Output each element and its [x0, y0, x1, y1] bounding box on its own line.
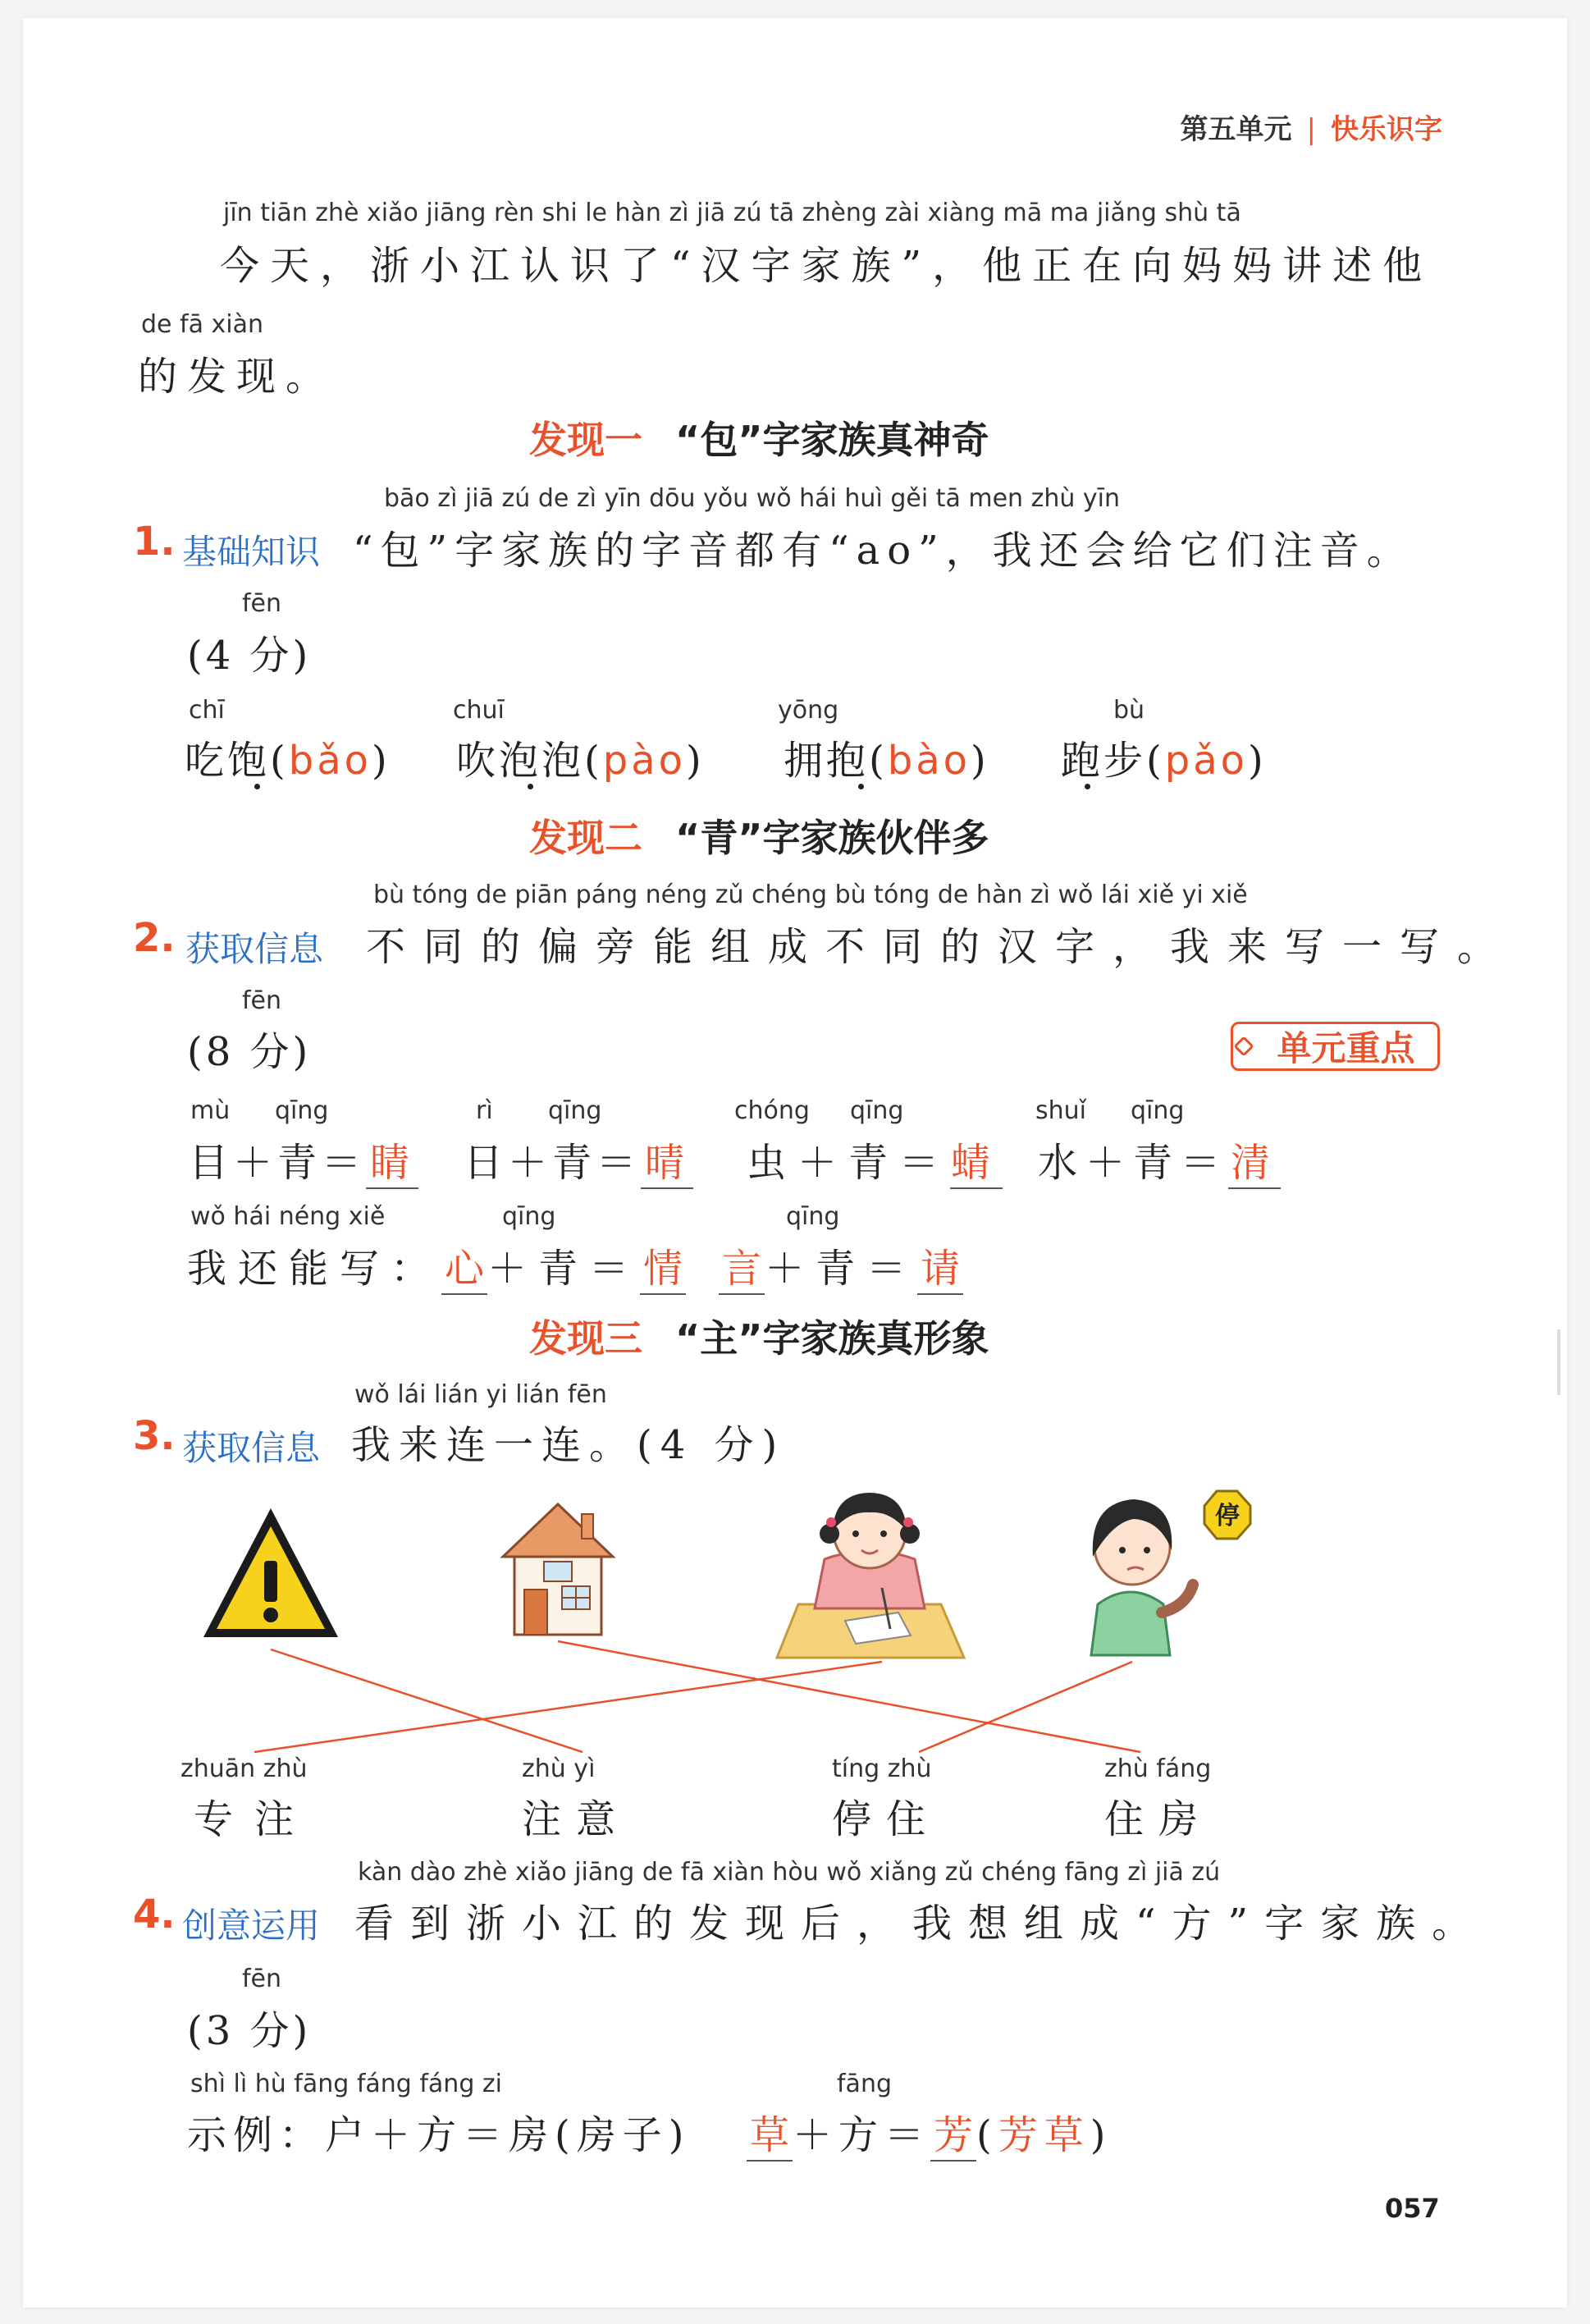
eq1-a: 目: [189, 1140, 234, 1186]
q1-item-2-word: 吹泡泡: [456, 738, 585, 784]
extra-label: 我还能写：: [187, 1246, 442, 1292]
q1-item-1: 吃饱(bǎo): [185, 738, 391, 784]
extra1-pinyin-b: qīng: [502, 1202, 556, 1231]
intro-text-2: 的发现。: [138, 354, 336, 400]
q4-pinyin: kàn dào zhè xiǎo jiāng de fā xiàn hòu wǒ xiǎng zǔ chéng fāng zì jiā zú: [358, 1858, 1221, 1887]
unit-label: 第五单元: [1180, 113, 1292, 146]
q3-word-1-pinyin: zhuān zhù: [180, 1754, 308, 1783]
q3-pinyin: wǒ lái lián yi lián fēn: [354, 1380, 607, 1409]
q1-item-3-word: 拥抱: [784, 738, 870, 784]
eq1-b: 青: [277, 1140, 322, 1186]
q1-item-4-pinyin: bù: [1113, 696, 1145, 725]
eq2: 日＋青＝ 晴: [464, 1131, 693, 1189]
q1-item-2: 吹泡泡(pào): [456, 738, 705, 784]
extra1-b: 青: [538, 1246, 590, 1292]
eq1-answer[interactable]: 睛: [366, 1131, 418, 1189]
eq4-answer[interactable]: 清: [1228, 1131, 1281, 1189]
q1-item-1-pinyin: chī: [189, 696, 225, 725]
q1-number: 1.: [133, 519, 176, 565]
q3-word-3[interactable]: 停住: [832, 1796, 941, 1842]
q1-item-1-word: 吃饱: [185, 738, 271, 784]
girl-writing-image: [767, 1481, 972, 1662]
page-header: [1181, 107, 1442, 147]
q4-score-pinyin: fēn: [242, 1965, 282, 1993]
extra2-answer[interactable]: 请: [917, 1237, 963, 1295]
topic-label: 快乐识字: [1331, 113, 1442, 146]
q4-score: (3 分): [187, 2008, 312, 2054]
q1-item-3: 拥抱(bào): [784, 738, 989, 784]
girl-stop-sign-image: [1065, 1481, 1262, 1658]
intro-pinyin-2: de fā xiàn: [141, 310, 264, 339]
q1-item-1-answer[interactable]: bǎo: [288, 738, 372, 784]
eq2-b: 青: [552, 1140, 597, 1186]
q3-text: 我来连一连。(4 分): [351, 1422, 786, 1468]
q4-answer: 草＋方＝芳(芳草): [747, 2103, 1113, 2162]
eq2-answer[interactable]: 晴: [641, 1131, 693, 1189]
q3-number: 3.: [133, 1413, 176, 1459]
q3-word-2-pinyin: zhù yì: [522, 1754, 596, 1783]
q4-example-pinyin: shì lì hù fāng fáng fáng zi: [190, 2070, 502, 2098]
extra-row: 我还能写：心＋青＝情 言＋青＝请: [187, 1237, 963, 1295]
stop-sign-label: 停: [1215, 1502, 1240, 1530]
house-image: [496, 1498, 619, 1641]
q3-tag: 获取信息: [182, 1428, 321, 1468]
q3-word-4-pinyin: zhù fáng: [1104, 1754, 1212, 1783]
section-2-title: “青”字家族伙伴多: [675, 816, 989, 860]
eq1: 目＋青＝ 睛: [189, 1131, 418, 1189]
q2-score-pinyin: fēn: [242, 986, 282, 1015]
intro-text-1: 今天，浙小江认识了“汉字家族”，他正在向妈妈讲述他: [220, 243, 1433, 289]
eq4-b: 青: [1133, 1140, 1181, 1186]
q2-score: (8 分): [187, 1029, 312, 1075]
section-2-label: 发现二: [529, 816, 642, 860]
header-separator: |: [1306, 113, 1316, 146]
eq4-pinyin-b: qīng: [1131, 1096, 1185, 1125]
section-3-title: “主”字家族真形象: [675, 1316, 989, 1361]
q3-word-1[interactable]: 专注: [194, 1796, 316, 1842]
section-1-heading: [529, 410, 989, 464]
eq3-b: 青: [848, 1140, 900, 1186]
emphasis-dot: [1085, 784, 1090, 789]
eq3-answer[interactable]: 蜻: [950, 1131, 1003, 1189]
q1-item-2-answer[interactable]: pào: [602, 738, 686, 784]
extra1-a[interactable]: 心: [441, 1237, 487, 1295]
intro-pinyin-1: jīn tiān zhè xiǎo jiāng rèn shi le hàn zì jiā zú tā zhèng zài xiàng mā ma jiǎng shù tā: [223, 199, 1241, 227]
q4-text: 看到浙小江的发现后，我想组成“方”字家族。: [354, 1901, 1488, 1947]
q4-answer-word[interactable]: 芳草: [998, 2112, 1090, 2158]
eq3: 虫＋青＝蜻: [747, 1131, 1003, 1189]
section-1-label: 发现一: [529, 418, 642, 462]
eq1-pinyin-b: qīng: [275, 1096, 329, 1125]
eq3-a: 虫: [747, 1140, 798, 1186]
extra1-answer[interactable]: 情: [640, 1237, 686, 1295]
q4-answer-a[interactable]: 草: [747, 2103, 793, 2162]
q2-number: 2.: [133, 915, 176, 961]
q1-score: (4 分): [187, 633, 312, 679]
diamond-icon: [1233, 1036, 1254, 1056]
emphasis-dot: [528, 784, 533, 789]
q1-tag: 基础知识: [182, 532, 321, 572]
unit-key-point-badge: [1231, 1022, 1440, 1071]
q4-number: 4.: [133, 1892, 176, 1937]
q1-item-4: 跑步(pǎo): [1061, 738, 1267, 784]
eq2-pinyin-b: qīng: [548, 1096, 602, 1125]
q4-answer-pinyin: fāng: [837, 2070, 893, 2098]
q1-item-4-answer[interactable]: pǎo: [1164, 738, 1248, 784]
q1-score-pinyin: fēn: [242, 589, 282, 618]
section-3-heading: [529, 1309, 989, 1363]
page-number: 057: [1385, 2193, 1440, 2224]
q1-item-3-pinyin: yōng: [778, 696, 839, 725]
eq1-pinyin-a: mù: [190, 1096, 231, 1125]
q3-word-4[interactable]: 住房: [1104, 1796, 1213, 1842]
eq4: 水＋青＝清: [1038, 1131, 1281, 1189]
eq3-pinyin-b: qīng: [850, 1096, 904, 1125]
q4-answer-b: 方: [838, 2112, 885, 2158]
q2-pinyin: bù tóng de piān páng néng zǔ chéng bù tóng de hàn zì wǒ lái xiě yi xiě: [373, 881, 1248, 909]
emphasis-dot: [858, 784, 864, 789]
emphasis-dot: [254, 784, 260, 789]
q1-item-2-pinyin: chuī: [453, 696, 505, 725]
eq3-pinyin-a: chóng: [734, 1096, 810, 1125]
section-1-title: “包”字家族真神奇: [675, 418, 989, 462]
q2-text: 不同的偏旁能组成不同的汉字，我来写一写。: [366, 924, 1515, 970]
extra-pinyin: wǒ hái néng xiě: [190, 1202, 386, 1231]
extra2-a[interactable]: 言: [719, 1237, 765, 1295]
page-edge-mark: [1557, 1329, 1560, 1395]
extra2-b: 青: [816, 1246, 867, 1292]
q3-word-2[interactable]: 注意: [522, 1796, 631, 1842]
q4-tag: 创意运用: [182, 1905, 321, 1946]
q4-example: 示例：户＋方＝房(房子): [187, 2112, 691, 2158]
warning-sign-image: [197, 1502, 345, 1645]
eq2-a: 日: [464, 1140, 509, 1186]
eq4-pinyin-a: shuǐ: [1035, 1096, 1086, 1125]
eq4-a: 水: [1038, 1140, 1086, 1186]
section-2-heading: [529, 808, 989, 862]
section-3-label: 发现三: [529, 1316, 642, 1361]
q1-text: “包”字家族的字音都有“ao”，我还会给它们注音。: [353, 528, 1414, 574]
q1-item-3-answer[interactable]: bào: [887, 738, 971, 784]
badge-label: 单元重点: [1277, 1028, 1415, 1068]
q3-word-3-pinyin: tíng zhù: [832, 1754, 932, 1783]
q1-item-4-word: 跑步: [1061, 738, 1147, 784]
q2-tag: 获取信息: [185, 929, 324, 969]
q4-answer-c[interactable]: 芳: [930, 2103, 976, 2162]
extra2-pinyin-b: qīng: [786, 1202, 840, 1231]
eq2-pinyin-a: rì: [476, 1096, 493, 1125]
q1-pinyin: bāo zì jiā zú de zì yīn dōu yǒu wǒ hái huì gěi tā men zhù yīn: [384, 484, 1121, 513]
